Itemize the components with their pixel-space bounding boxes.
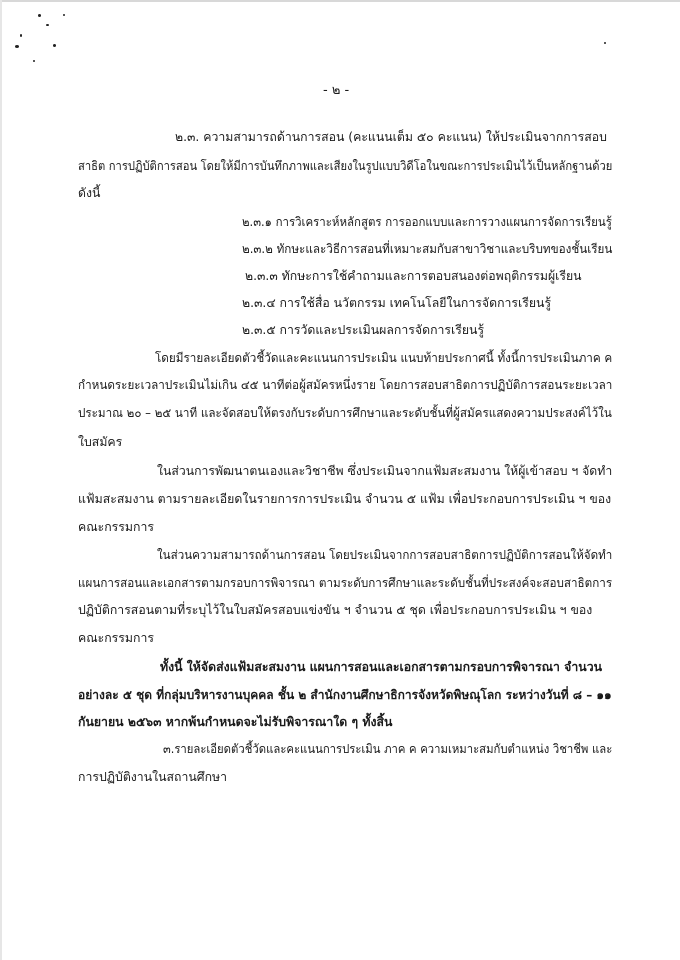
para2-line3: ประมาณ ๒๐ – ๒๕ นาที และจัดสอบให้ตรงกับระดับการศึกษาและระดับชั้นที่ผู้สมัครแสดงความประสงค์ไว้ใน — [78, 406, 612, 420]
para1-line1: ๒.๓. ความสามารถด้านการสอน (คะแนนเต็ม ๕๐ คะแนน) ให้ประเมินจากการสอบ — [175, 130, 607, 144]
scan-edge-left — [0, 0, 2, 960]
scan-edge-top — [0, 0, 680, 2]
scan-speck — [38, 14, 41, 17]
list-item-2-3-5: ๒.๓.๕ การวัดและประเมินผลการจัดการเรียนรู้ — [242, 323, 485, 337]
para2-line4: ใบสมัคร — [78, 435, 123, 449]
para1-line3: ดังนี้ — [78, 186, 101, 200]
scan-speck — [604, 42, 606, 44]
list-item-2-3-4: ๒.๓.๔ การใช้สื่อ นวัตกรรม เทคโนโลยีในการจัดการเรียนรู้ — [242, 296, 552, 310]
list-item-2-3-1: ๒.๓.๑ การวิเคราะห์หลักสูตร การออกแบบและการวางแผนการจัดการเรียนรู้ — [242, 215, 612, 229]
para4-line4: คณะกรรมการ — [78, 631, 154, 645]
para4-line3: ปฏิบัติการสอนตามที่ระบุไว้ในใบสมัครสอบแข่งขัน ฯ จำนวน ๕ ชุด เพื่อประกอบการประเมิน ฯ ของ — [78, 603, 593, 617]
page-number: - ๒ - — [323, 83, 350, 98]
scan-speck — [33, 60, 35, 62]
para2-line1: โดยมีรายละเอียดตัวชี้วัดและคะแนนการประเมิน แนบท้ายประกาศนี้ ทั้งนี้การประเมินภาค ค — [155, 351, 613, 365]
para6-line1: ๓.รายละเอียดตัวชี้วัดและคะแนนการประเมิน ภาค ค ความเหมาะสมกับตำแหน่ง วิชาชีพ และ — [163, 742, 613, 756]
scan-speck — [53, 44, 56, 47]
para5-line1: ทั้งนี้ ให้จัดส่งแฟ้มสะสมงาน แผนการสอนและเอกสารตามกรอบการพิจารณา จำนวน — [160, 660, 603, 674]
list-item-2-3-2: ๒.๓.๒ ทักษะและวิธีการสอนที่เหมาะสมกับสาขาวิชาและบริบทของชั้นเรียน — [242, 242, 613, 256]
para4-line2: แผนการสอนและเอกสารตามกรอบการพิจารณา ตามระดับการศึกษาและระดับชั้นที่ประสงค์จะสอบสาธิตการ — [78, 576, 613, 590]
para3-line2: แฟ้มสะสมงาน ตามรายละเอียดในรายการการประเมิน จำนวน ๕ แฟ้ม เพื่อประกอบการประเมิน ฯ ของ — [78, 492, 612, 506]
para6-line2: การปฏิบัติงานในสถานศึกษา — [78, 770, 228, 784]
para4-line1: ในส่วนความสามารถด้านการสอน โดยประเมินจากการสอบสาธิตการปฏิบัติการสอนให้จัดทำ — [157, 548, 613, 562]
scan-speck — [20, 34, 22, 37]
scan-speck — [15, 45, 19, 48]
para5-line3: กันยายน ๒๕๖๓ หากพ้นกำหนดจะไม่รับพิจารณาใด ๆ ทั้งสิ้น — [78, 715, 393, 729]
para1-line2: สาธิต การปฏิบัติการสอน โดยให้มีการบันทึกภาพและเสียงในรูปแบบวิดีโอในขณะการประเมินไว้เป็นหลักฐานด้วย — [78, 159, 613, 173]
scan-speck — [63, 14, 65, 16]
scan-speck — [46, 24, 49, 26]
list-item-2-3-3: ๒.๓.๓ ทักษะการใช้คำถามและการตอบสนองต่อพฤติกรรมผู้เรียน — [245, 269, 582, 283]
para3-line1: ในส่วนการพัฒนาตนเองและวิชาชีพ ซึ่งประเมินจากแฟ้มสะสมงาน ให้ผู้เข้าสอบ ฯ จัดทำ — [157, 464, 613, 478]
para3-line3: คณะกรรมการ — [78, 520, 154, 534]
para2-line2: กำหนดระยะเวลาประเมินไม่เกิน ๔๕ นาทีต่อผู้สมัครหนึ่งราย โดยการสอบสาธิตการปฏิบัติการสอนระยะเวลา — [78, 378, 613, 392]
para5-line2: อย่างละ ๕ ชุด ที่กลุ่มบริหารงานบุคคล ชั้น ๒ สำนักงานศึกษาธิการจังหวัดพิษณุโลก ระหว่างวันที่ ๘ – ๑๑ — [78, 688, 612, 702]
